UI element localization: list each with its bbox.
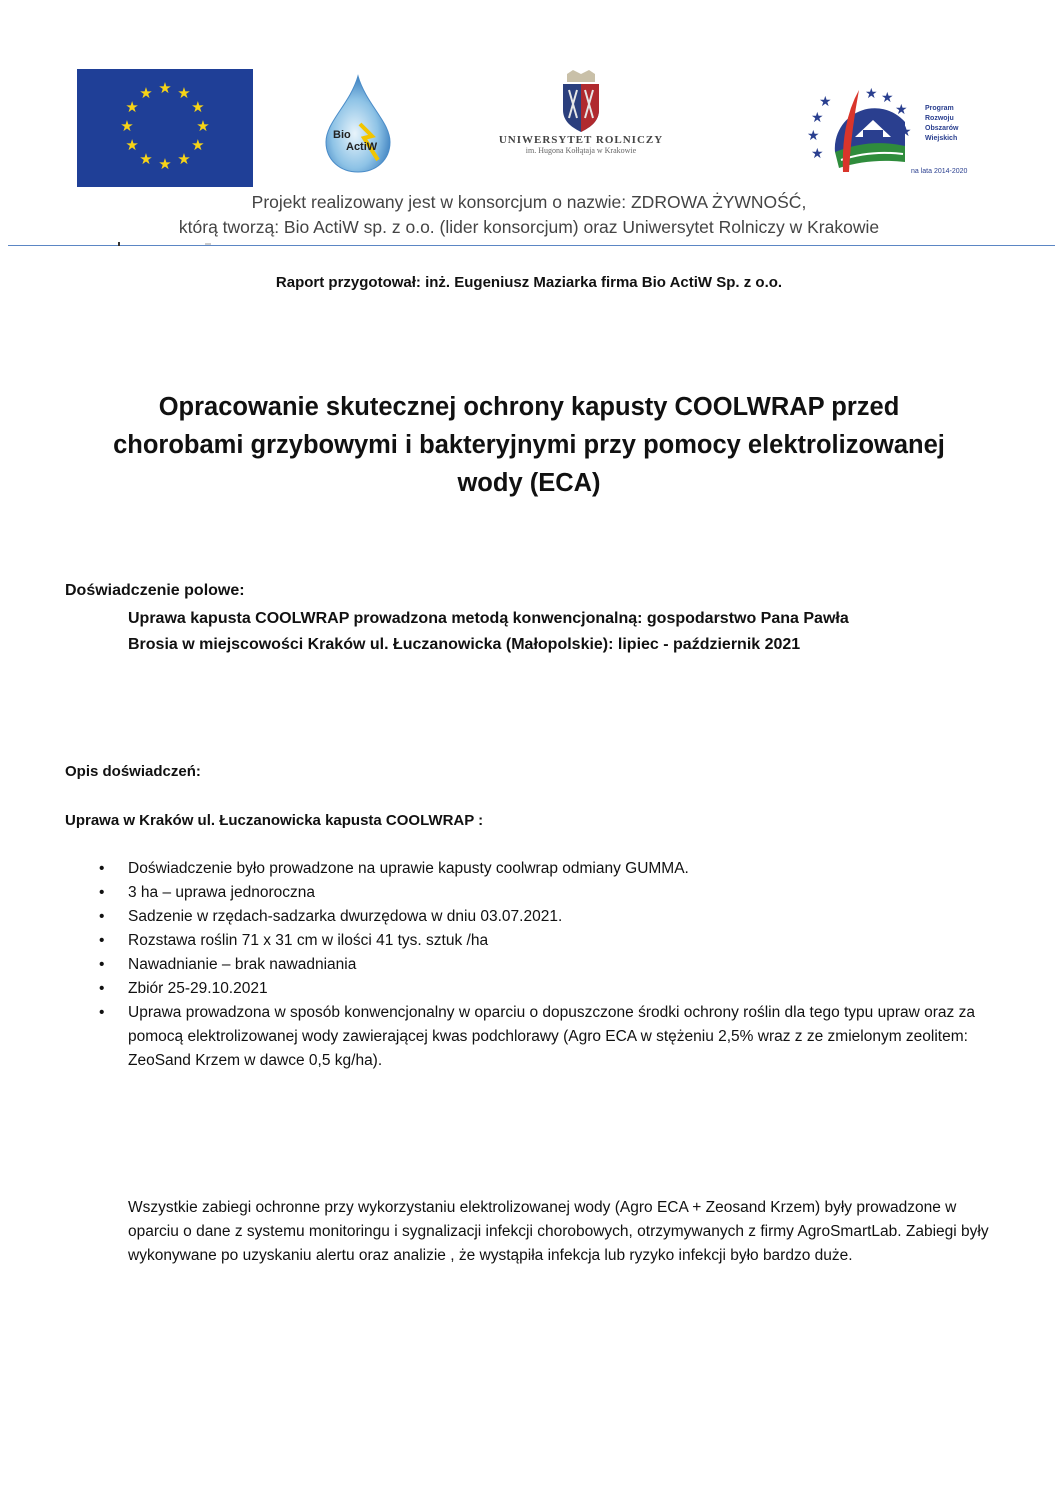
bullet-icon: • xyxy=(99,1004,105,1021)
eu-flag-logo xyxy=(77,69,253,187)
eu-star-icon: ★ xyxy=(125,99,139,116)
svg-text:★: ★ xyxy=(811,109,824,125)
divider-mark xyxy=(205,243,211,245)
bio-actiw-logo xyxy=(320,74,396,174)
bullet-icon: • xyxy=(99,932,105,949)
prepared-by: Raport przygotował: inż. Eugeniusz Maziarka firma Bio ActiW Sp. z o.o. xyxy=(275,274,783,291)
eu-star-icon: ★ xyxy=(177,150,191,168)
title-line-1: Opracowanie skutecznej ochrony kapusty COOLWRAP przed xyxy=(158,393,900,421)
list-item: • Sadzenie w rzędach-sadzarka dwurzędowa w dniu 03.07.2021. xyxy=(95,905,995,929)
description-heading: Opis doświadczeń: xyxy=(65,763,201,780)
experiment-line-2: Brosia w miejscowości Kraków ul. Łuczanowicka (Małopolskie): lipiec - październik 2021 xyxy=(128,636,801,653)
bullet-icon: • xyxy=(99,908,105,925)
eu-star-icon: ★ xyxy=(139,85,153,103)
consortium-info xyxy=(0,190,1058,240)
title-line-2: chorobami grzybowymi i bakteryjnymi przy pomocy elektrolizowanej xyxy=(113,431,945,459)
experiment-line-1: Uprawa kapusta COOLWRAP prowadzona metodą konwencjonalną: gospodarstwo Pana Pawła xyxy=(128,610,849,627)
experiment-description xyxy=(128,606,1008,658)
list-item: • 3 ha – uprawa jednoroczna xyxy=(95,881,995,905)
svg-text:ActiW: ActiW xyxy=(346,141,378,153)
svg-text:★: ★ xyxy=(807,127,820,143)
consortium-line-2: którą tworzą: Bio ActiW sp. z o.o. (lider konsorcjum) oraz Uniwersytet Rolniczy w Krakowie xyxy=(178,217,880,237)
university-crest-icon xyxy=(559,70,603,132)
list-item: • Uprawa prowadzona w sposób konwencjonalny w oparciu o dopuszczone środki ochrony roślin dla tego typu upraw oraz za pomocą elektrolizowanej wody zawierającej kwas podchlorawy (Agro ECA w stężeniu 2,5% wraz z ze zmielonym zeolitem: ZeoSand Krzem w dawce 0,5 kg/ha). xyxy=(95,1001,995,1073)
description-subheading: Uprawa w Kraków ul. Łuczanowicka kapusta COOLWRAP : xyxy=(65,812,484,829)
water-drop-icon xyxy=(320,74,396,174)
eu-star-icon: ★ xyxy=(158,156,172,173)
bullet-icon: • xyxy=(99,860,105,877)
experiment-heading: Doświadczenie polowe: xyxy=(65,582,245,599)
prow-emblem-icon xyxy=(805,82,915,177)
prow-program-name: Program Rozwoju Obszarów Wiejskich xyxy=(925,105,959,142)
university-name: UNIWERSYTET ROLNICZY xyxy=(498,134,664,146)
eu-star-icon: ★ xyxy=(158,80,172,97)
eu-star-icon: ★ xyxy=(191,137,205,154)
consortium-line-1: Projekt realizowany jest w konsorcjum o nazwie: ZDROWA ŻYWNOŚĆ, xyxy=(251,192,807,212)
university-subtitle: im. Hugona Kołłątaja w Krakowie xyxy=(525,146,637,155)
list-item: • Rozstawa roślin 71 x 31 cm w ilości 41 tys. sztuk /ha xyxy=(95,929,995,953)
eu-star-icon: ★ xyxy=(196,118,210,135)
list-item: • Zbiór 25-29.10.2021 xyxy=(95,977,995,1001)
list-item: • Doświadczenie było prowadzone na uprawie kapusty coolwrap odmiany GUMMA. xyxy=(95,857,995,881)
document-title xyxy=(40,388,1018,502)
header-divider xyxy=(8,245,1055,246)
bullet-list xyxy=(95,857,995,1073)
eu-star-icon: ★ xyxy=(191,99,205,116)
eu-star-icon: ★ xyxy=(120,118,134,135)
university-logo xyxy=(490,70,672,165)
svg-text:★: ★ xyxy=(811,145,824,161)
title-line-3: wody (ECA) xyxy=(457,469,601,497)
eu-star-icon: ★ xyxy=(125,137,139,154)
svg-text:★: ★ xyxy=(881,89,894,105)
eu-star-icon: ★ xyxy=(177,85,191,103)
eu-stars-icon xyxy=(77,69,253,187)
divider-mark xyxy=(118,242,120,246)
prow-years: na lata 2014-2020 xyxy=(911,168,968,175)
svg-text:★: ★ xyxy=(819,93,832,109)
monitoring-paragraph: Wszystkie zabiegi ochronne przy wykorzystaniu elektrolizowanej wody (Agro ECA + Zeosand Krzem) były prowadzone w oparciu o dane z systemu monitoringu i sygnalizacji infekcji chorobowych, otrzymywanych z firmy AgroSmartLab. Zabiegi były wykonywane po uzyskaniu alertu oraz analizie , że wystąpiła infekcja lub ryzyko infekcji było bardzo duże. xyxy=(128,1199,989,1264)
svg-text:★: ★ xyxy=(895,101,908,117)
svg-text:★: ★ xyxy=(865,85,878,101)
list-item: • Nawadnianie – brak nawadniania xyxy=(95,953,995,977)
bullet-icon: • xyxy=(99,956,105,973)
svg-text:★: ★ xyxy=(899,123,912,139)
svg-text:Bio: Bio xyxy=(333,129,351,141)
prow-logo xyxy=(805,82,980,177)
eu-star-icon: ★ xyxy=(139,150,153,168)
bullet-icon: • xyxy=(99,884,105,901)
bullet-icon: • xyxy=(99,980,105,997)
